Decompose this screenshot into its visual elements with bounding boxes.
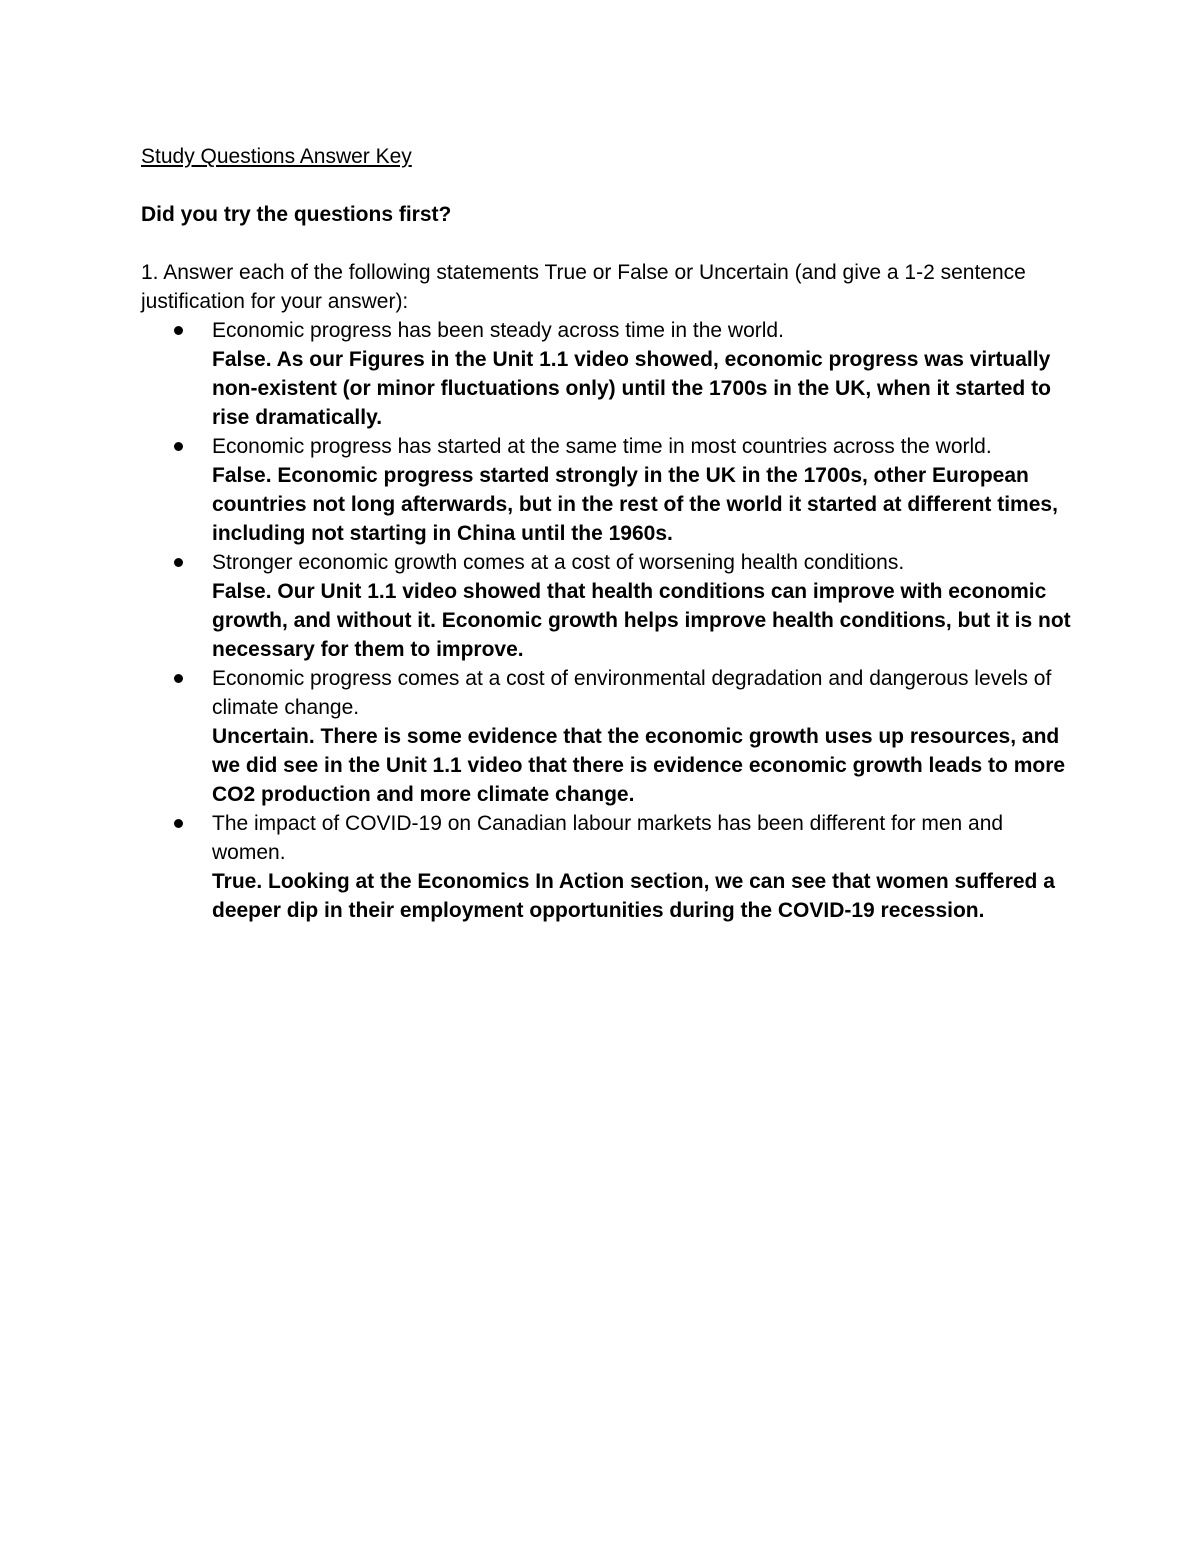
answer-list (141, 316, 1071, 925)
bullet-icon (174, 674, 183, 683)
answer-text: Uncertain. There is some evidence that the economic growth uses up resources, and we did see in the Unit 1.1 video that there is evidence economic growth leads to more CO2 production and more climate change. (212, 725, 1066, 806)
bullet-icon (174, 819, 183, 828)
list-item (141, 809, 1071, 925)
answer-text: False. Economic progress started strongly in the UK in the 1700s, other European countries not long afterwards, but in the rest of the world it started at different times, including not starting in China until the 1960s. (212, 464, 1058, 545)
list-item (141, 432, 1071, 548)
statement-text: The impact of COVID-19 on Canadian labour markets has been different for men and women. (212, 812, 1004, 864)
bullet-icon (174, 558, 183, 567)
question-intro: 1. Answer each of the following statements True or False or Uncertain (and give a 1-2 sentence justification for your answer): (141, 261, 1026, 313)
document-subtitle: Did you try the questions first? (141, 203, 452, 226)
statement-text: Stronger economic growth comes at a cost of worsening health conditions. (212, 551, 905, 574)
list-item (141, 316, 1071, 432)
statement-text: Economic progress has been steady across time in the world. (212, 319, 784, 342)
statement-text: Economic progress has started at the same time in most countries across the world. (212, 435, 992, 458)
answer-text: True. Looking at the Economics In Action section, we can see that women suffered a deeper dip in their employment opportunities during the COVID-19 recession. (212, 870, 1055, 922)
bullet-icon (174, 442, 183, 451)
bullet-icon (174, 326, 183, 335)
statement-text: Economic progress comes at a cost of environmental degradation and dangerous levels of climate change. (212, 667, 1052, 719)
answer-text: False. Our Unit 1.1 video showed that health conditions can improve with economic growth, and without it. Economic growth helps improve health conditions, but it is not necessary for them to improve. (212, 580, 1071, 661)
document-title: Study Questions Answer Key (141, 145, 412, 168)
list-item (141, 548, 1071, 664)
answer-text: False. As our Figures in the Unit 1.1 video showed, economic progress was virtually non-existent (or minor fluctuations only) until the 1700s in the UK, when it started to rise dramatically. (212, 348, 1051, 429)
document-page (141, 142, 1071, 925)
list-item (141, 664, 1071, 809)
